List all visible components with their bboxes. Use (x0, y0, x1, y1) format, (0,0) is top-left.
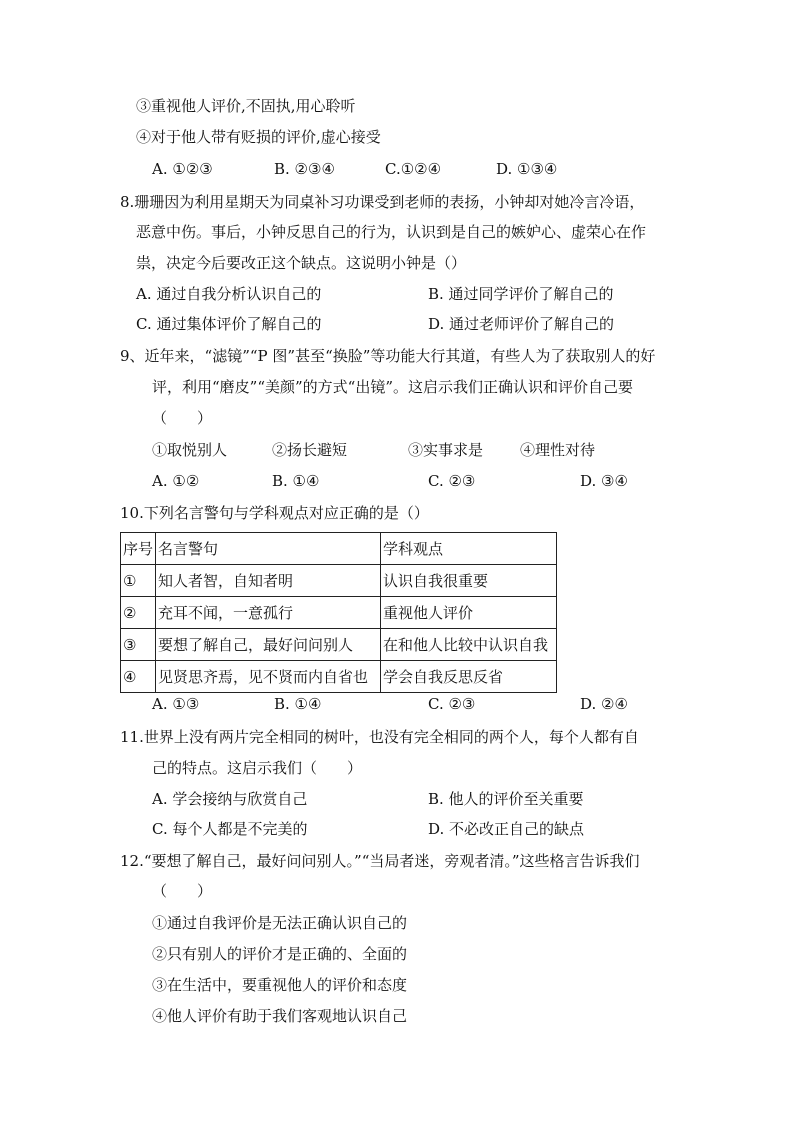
q10-row-number: ① (121, 565, 156, 597)
q12-item-1: ①通过自我评价是无法正确认识自己的 (152, 914, 408, 932)
q12-stem-line-1: 12.“要想了解自己，最好问问别人。”“当局者迷，旁观者清。”这些格言告诉我们 (120, 852, 640, 870)
q11-stem-line-2: 己的特点。这启示我们（ ） (152, 759, 363, 777)
q10-row-quote: 充耳不闻，一意孤行 (156, 597, 381, 629)
q11-option-c: C. 每个人都是不完美的 (152, 820, 308, 838)
q10-header-number: 序号 (121, 533, 156, 565)
q7-item-3: ③重视他人评价,不固执,用心聆听 (136, 97, 356, 115)
q10-row-quote: 知人者智，自知者明 (156, 565, 381, 597)
q7-option-a: A. ①②③ (152, 160, 213, 178)
q9-option-d: D. ③④ (580, 472, 628, 490)
q10-header-viewpoint: 学科观点 (381, 533, 557, 565)
q11-option-b: B. 他人的评价至关重要 (428, 790, 584, 808)
q8-option-d: D. 通过老师评价了解自己的 (428, 315, 615, 333)
q7-option-c: C.①②④ (385, 160, 442, 178)
q10-table-row (121, 597, 557, 629)
q10-table-row (121, 661, 557, 693)
q7-option-b: B. ②③④ (274, 160, 335, 178)
q7-option-d: D. ①③④ (496, 160, 558, 178)
q10-table-header-row (121, 533, 557, 565)
q9-option-a: A. ①② (152, 472, 200, 490)
q10-row-quote: 要想了解自己，最好问问别人 (156, 629, 381, 661)
q10-option-d: D. ②④ (580, 695, 628, 713)
q12-stem-line-2: （ ） (152, 882, 213, 900)
q10-table-row (121, 565, 557, 597)
q11-option-d: D. 不必改正自己的缺点 (428, 820, 585, 838)
q12-item-4: ④他人评价有助于我们客观地认识自己 (152, 1007, 408, 1025)
q8-option-b: B. 通过同学评价了解自己的 (428, 285, 614, 303)
q9-stem-line-3: （ ） (152, 409, 213, 427)
q10-row-number: ④ (121, 661, 156, 693)
q10-option-c: C. ②③ (428, 695, 476, 713)
q9-stem-line-2: 评，利用“磨皮”“美颜”的方式“出镜”。这启示我们正确认识和评价自己要 (152, 378, 634, 396)
q10-row-number: ② (121, 597, 156, 629)
q11-option-a: A. 学会接纳与欣赏自己 (152, 790, 308, 808)
q10-row-number: ③ (121, 629, 156, 661)
q9-stem-line-1: 9、近年来，“滤镜”“P 图”甚至“换脸”等功能大行其道，有些人为了获取别人的好 (120, 347, 656, 365)
q8-stem-line-2: 恶意中伤。事后，小钟反思自己的行为，认识到是自己的嫉妒心、虚荣心在作 (136, 223, 647, 241)
q10-row-viewpoint: 在和他人比较中认识自我 (381, 629, 557, 661)
q9-item-4: ④理性对待 (520, 441, 596, 459)
q9-item-2: ②扬长避短 (272, 441, 348, 459)
q8-stem-line-3: 祟，决定今后要改正这个缺点。这说明小钟是（） (136, 254, 467, 272)
q10-row-viewpoint: 学会自我反思反省 (381, 661, 557, 693)
q10-option-a: A. ①③ (152, 695, 200, 713)
q10-row-viewpoint: 重视他人评价 (381, 597, 557, 629)
q10-row-viewpoint: 认识自我很重要 (381, 565, 557, 597)
q10-table (120, 532, 557, 693)
q12-item-2: ②只有别人的评价才是正确的、全面的 (152, 945, 408, 963)
q10-row-quote: 见贤思齐焉，见不贤而内自省也 (156, 661, 381, 693)
q10-header-quote: 名言警句 (156, 533, 381, 565)
q8-stem-line-1: 8.珊珊因为利用星期天为同桌补习功课受到老师的表扬，小钟却对她冷言冷语， (120, 193, 645, 211)
q11-stem-line-1: 11.世界上没有两片完全相同的树叶，也没有完全相同的两个人，每个人都有自 (120, 728, 639, 746)
q8-option-c: C. 通过集体评价了解自己的 (136, 315, 322, 333)
q8-option-a: A. 通过自我分析认识自己的 (136, 285, 322, 303)
q12-item-3: ③在生活中，要重视他人的评价和态度 (152, 976, 408, 994)
q10-stem: 10.下列名言警句与学科观点对应正确的是（） (120, 504, 429, 522)
q9-option-c: C. ②③ (428, 472, 476, 490)
q10-table-row (121, 629, 557, 661)
q9-item-1: ①取悦别人 (152, 441, 228, 459)
q9-item-3: ③实事求是 (408, 441, 484, 459)
q7-item-4: ④对于他人带有贬损的评价,虚心接受 (136, 128, 381, 146)
q9-option-b: B. ①④ (272, 472, 320, 490)
q10-option-b: B. ①④ (274, 695, 322, 713)
